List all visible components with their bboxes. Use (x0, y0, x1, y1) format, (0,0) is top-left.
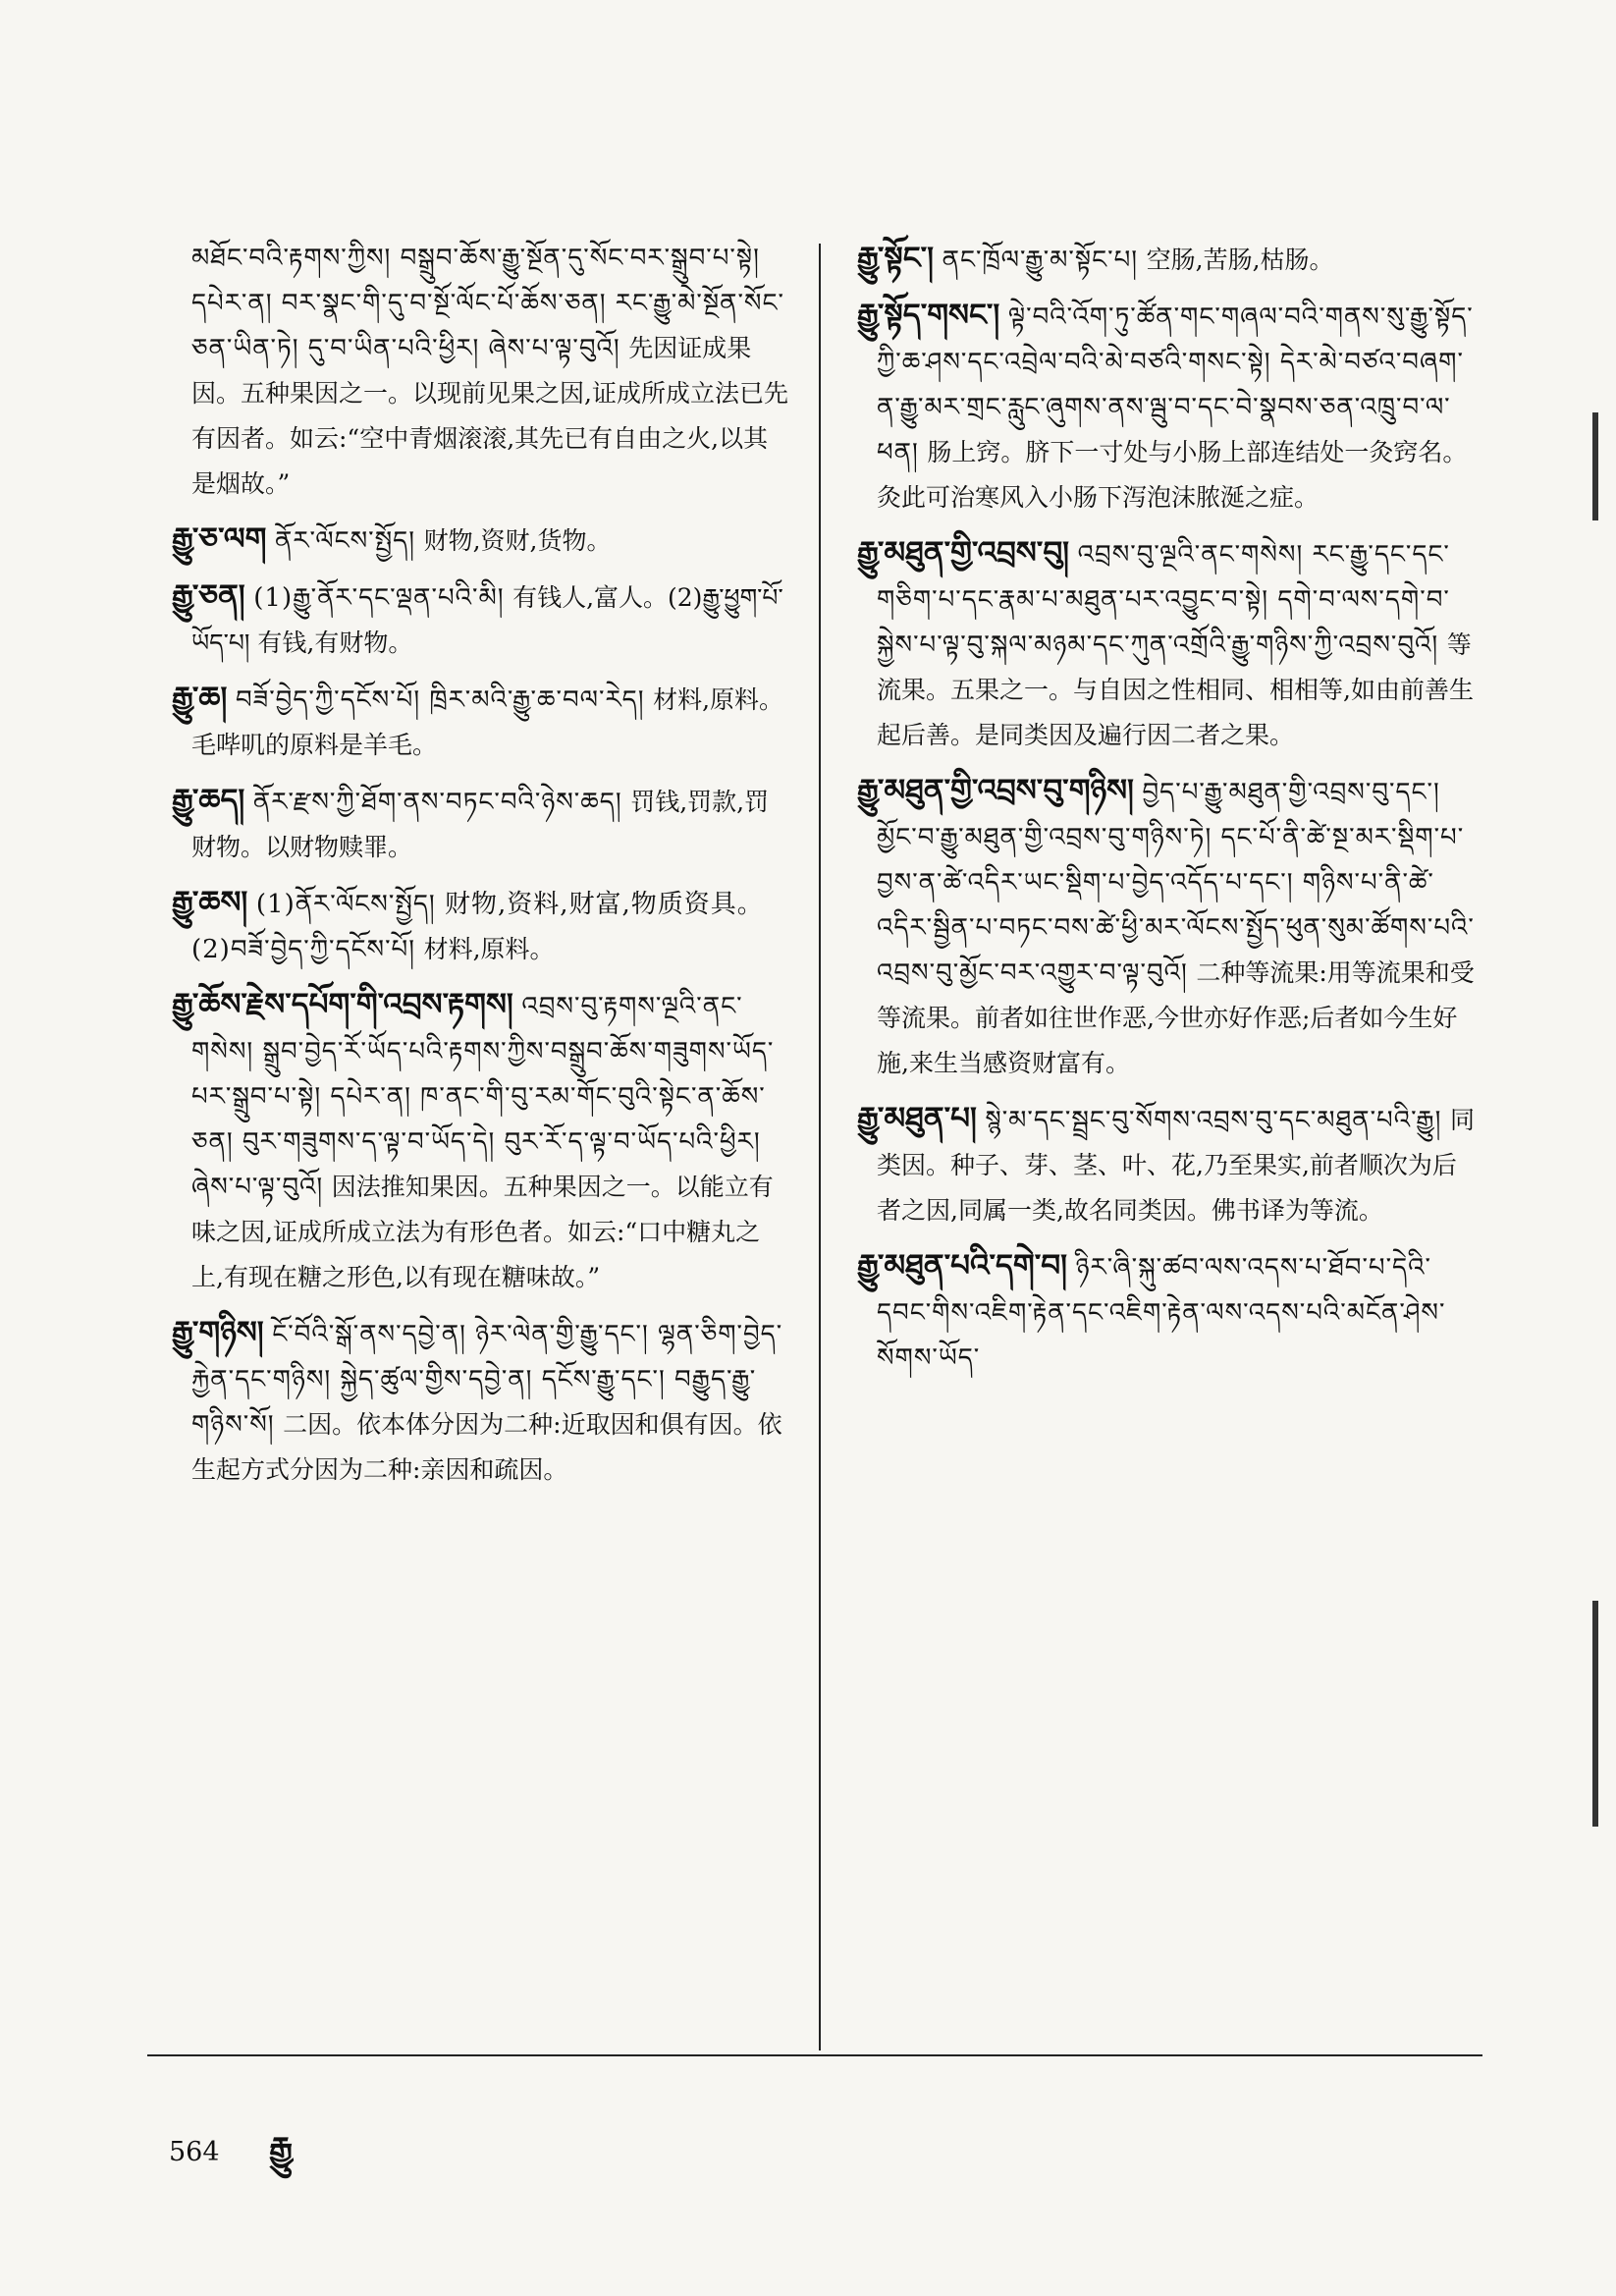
dictionary-entry (857, 1096, 1476, 1233)
page-footer (169, 2111, 293, 2206)
edge-scan-mark (1592, 1601, 1598, 1827)
entry-headword: རྒྱུ་ཆས། (172, 885, 248, 920)
dictionary-entry (172, 517, 790, 564)
entry-tibetan-text: (1)རྒྱུ་ནོར་དང་ལྡན་པའི་མི། (253, 583, 505, 613)
entry-chinese-text: 材料,原料。 (423, 935, 555, 963)
entry-headword: རྒྱུ་མཐུན་པའི་དགེ་བ། (857, 1248, 1068, 1284)
dictionary-entry (857, 1243, 1476, 1381)
entry-headword: རྒྱུ་ཆོས་རྗེས་དཔོག་གི་འབྲས་རྟགས། (172, 987, 513, 1022)
entry-chinese-text: 材料,原料。毛哔叽的原料是羊毛。 (191, 685, 784, 759)
entry-headword: རྒྱུ་མཐུན་པ། (857, 1101, 977, 1136)
entry-headword: རྒྱུ་མཐུན་གྱི་འབྲས་བུ་གཉིས། (857, 773, 1134, 808)
entry-tibetan-text: ཉིར་ཞི་སྐུ་ཚབ་ལས་འདས་པ་ཐོབ་པ་དེའི་དབང་གིས་འཇིག་རྟེན་དང་འཇིག་རྟེན་ལས་འདས་པའི་མངོན་ཤེས་སོགས་ཡོད་ (877, 1253, 1446, 1373)
entry-chinese-text: 有钱人,富人。(2)རྒྱུ་ཕྱུག་པོ་ཡོད་པ། 有钱,有财物。 (191, 583, 783, 657)
dictionary-entry (857, 236, 1476, 283)
entry-tibetan-text: ལྟེ་བའི་འོག་ཏུ་ཚོན་གང་གཞལ་བའི་གནས་སུ་རྒྱུ་སྟོད་ཀྱི་ཆ་ཤས་དང་འབྲེལ་བའི་མེ་བཙའི་གསང་སྟེ། དེར་མེ་བཙའ་བཞག་ན་རྒྱུ་མར་གྲང་རླུང་ཞུགས་ནས་ལྦུ་བ་དང་བེ་སྣབས་ཅན་འཁྲུ་བ་ལ་ཕན། (877, 302, 1474, 467)
entry-tibetan-text: མཐོང་བའི་རྟགས་ཀྱིས། བསྒྲུབ་ཆོས་རྒྱུ་སྔོན་དུ་སོང་བར་སྒྲུབ་པ་སྟེ། དཔེར་ན། བར་སྣང་གི་དུ་བ་སྔོ་ལོང་པོ་ཆོས་ཅན། རང་རྒྱུ་མེ་སྔོན་སོང་ཅན་ཡིན་ཏེ། དུ་བ་ཡིན་པའི་ཕྱིར། ཞེས་པ་ལྟ་བུའོ། (191, 244, 784, 363)
entry-headword: རྒྱུ་ཅ་ལག (172, 521, 267, 557)
dictionary-entry (172, 778, 790, 870)
entry-tibetan-text: ནོར་ལོངས་སྤྱོད། (275, 526, 415, 556)
dictionary-entry (857, 293, 1476, 520)
entry-chinese-text: 二种等流果:用等流果和受等流果。前者如往世作恶,今世亦好作恶;后者如今生好施,来生当感资财富有。 (877, 958, 1475, 1077)
section-letter: རྒྱུ (269, 2130, 294, 2169)
entry-headword: རྒྱུ་ཅན། (172, 578, 245, 614)
entry-chinese-text: 空肠,苦肠,枯肠。 (1146, 246, 1334, 274)
entry-headword: རྒྱུ་ཆ། (172, 681, 228, 716)
entry-headword: རྒྱུ་སྟོད་གསང་། (857, 298, 1000, 333)
column-divider (819, 244, 821, 2050)
entry-chinese-text: 先因证成果因。五种果因之一。以现前见果之因,证成所成立法已先有因者。如云:“空中青烟滚滚,其先已有自由之火,以其是烟故。” (191, 334, 788, 498)
entry-chinese-text: 二因。依本体分因为二种:近取因和俱有因。依生起方式分因为二种:亲因和疏因。 (191, 1410, 782, 1484)
dictionary-entry (172, 880, 790, 972)
entry-headword: རྒྱུ་མཐུན་གྱི་འབྲས་བུ། (857, 535, 1070, 571)
left-column (172, 236, 790, 1503)
dictionary-entry (172, 1310, 790, 1493)
entry-tibetan-text: འབྲས་བུ་རྟགས་ལྔའི་ནང་གསེས། སྒྲུབ་བྱེད་རོ་ཡོད་པའི་རྟགས་ཀྱིས་བསྒྲུབ་ཆོས་གཟུགས་ཡོད་པར་སྒྲུབ་པ་སྟེ། དཔེར་ན། ཁ་ནང་གི་བུ་རམ་གོང་བུའི་སྟེང་ན་ཆོས་ཅན། བུར་གཟུགས་ད་ལྟ་བ་ཡོད་དེ། བུར་རོ་ད་ལྟ་བ་ཡོད་པའི་ཕྱིར། ཞེས་པ་ལྟ་བུའོ། (191, 992, 775, 1202)
entry-tibetan-text: སྙེ་མ་དང་སྦྲང་བུ་སོགས་འབྲས་བུ་དང་མཐུན་པའི་རྒྱུ། (985, 1106, 1442, 1135)
right-column (857, 236, 1476, 1391)
entry-chinese-text: 等流果。五果之一。与自因之性相同、相相等,如由前善生起后善。是同类因及遍行因二者之果。 (877, 630, 1474, 749)
dictionary-entry (172, 574, 790, 666)
entry-tibetan-text: བྱེད་པ་རྒྱུ་མཐུན་གྱི་འབྲས་བུ་དང་། མྱོང་བ་རྒྱུ་མཐུན་གྱི་འབྲས་བུ་གཉིས་ཏེ། དང་པོ་ནི་ཚེ་སྔ་མར་སྡིག་པ་བྱས་ན་ཚེ་འདིར་ཡང་སྡིག་པ་བྱེད་འདོད་པ་དང་། གཉིས་པ་ནི་ཚེ་འདིར་སྦྱིན་པ་བཏང་བས་ཚེ་ཕྱི་མར་ལོངས་སྤྱོད་ཕུན་སུམ་ཚོགས་པའི་འབྲས་བུ་མྱོང་བར་འགྱུར་བ་ལྟ་བུའོ། (877, 778, 1475, 988)
page-number: 564 (169, 2137, 220, 2167)
dictionary-entry (857, 530, 1476, 758)
entry-headword: རྒྱུ་སྟོང་། (857, 241, 935, 276)
entry-chinese-text: 肠上窍。脐下一寸处与小肠上部连结处一灸窍名。灸此可治寒风入小肠下泻泡沫脓涎之症。 (877, 438, 1468, 512)
entry-tibetan-text: (1)ནོར་ལོངས་སྤྱོད། 财物,资料,财富,物质资具。(2)བཟོ་བྱེད་ཀྱི་དངོས་པོ། (191, 890, 764, 964)
entry-chinese-text: 财物,资财,货物。 (423, 526, 612, 555)
edge-scan-mark (1592, 412, 1598, 520)
footer-rule (147, 2054, 1482, 2056)
entry-chinese-text: 罚钱,罚款,罚财物。以财物赎罪。 (191, 788, 770, 861)
entry-headword: རྒྱུ་ཆད། (172, 783, 245, 818)
dictionary-entry (857, 768, 1476, 1086)
entry-tibetan-text: ངོ་བོའི་སྒོ་ནས་དབྱེ་ན། ཉེར་ལེན་གྱི་རྒྱུ་དང་། ལྷན་ཅིག་བྱེད་རྐྱེན་དང་གཉིས། སྐྱེད་ཚུལ་གྱིས་དབྱེ་ན། དངོས་རྒྱུ་དང་། བརྒྱུད་རྒྱུ་གཉིས་སོ། (191, 1320, 783, 1440)
continued-entry (191, 236, 790, 507)
entry-chinese-text: 同类因。种子、芽、茎、叶、花,乃至果实,前者顺次为后者之因,同属一类,故名同类因。佛书译为等流。 (877, 1106, 1475, 1225)
dictionary-entry (172, 982, 790, 1300)
dictionary-entry (172, 676, 790, 768)
entry-chinese-text: 因法推知果因。五种果因之一。以能立有味之因,证成所成立法为有形色者。如云:“口中糖丸之上,有现在糖之形色,以有现在糖味故。” (191, 1173, 774, 1291)
entry-tibetan-text: ནང་ཁྲོལ་རྒྱུ་མ་སྟོང་པ། (942, 246, 1139, 275)
entry-tibetan-text: ནོར་རྫས་ཀྱི་ཐོག་ནས་བཏང་བའི་ཉེས་ཆད། (252, 788, 622, 817)
entry-tibetan-text: འབྲས་བུ་ལྔའི་ནང་གསེས། རང་རྒྱུ་དང་དང་གཅིག་པ་དང་རྣམ་པ་མཐུན་པར་འབྱུང་བ་སྟེ། དགེ་བ་ལས་དགེ་བ་སྐྱེས་པ་ལྟ་བུ་སྐལ་མཉམ་དང་ཀུན་འགྲོའི་རྒྱུ་གཉིས་ཀྱི་འབྲས་བུའོ། (877, 540, 1450, 660)
entry-headword: རྒྱུ་གཉིས། (172, 1315, 264, 1350)
entry-tibetan-text: བཟོ་བྱེད་ཀྱི་དངོས་པོ། ཁྲིར་མའི་རྒྱུ་ཆ་བལ་རེད། (235, 685, 645, 715)
